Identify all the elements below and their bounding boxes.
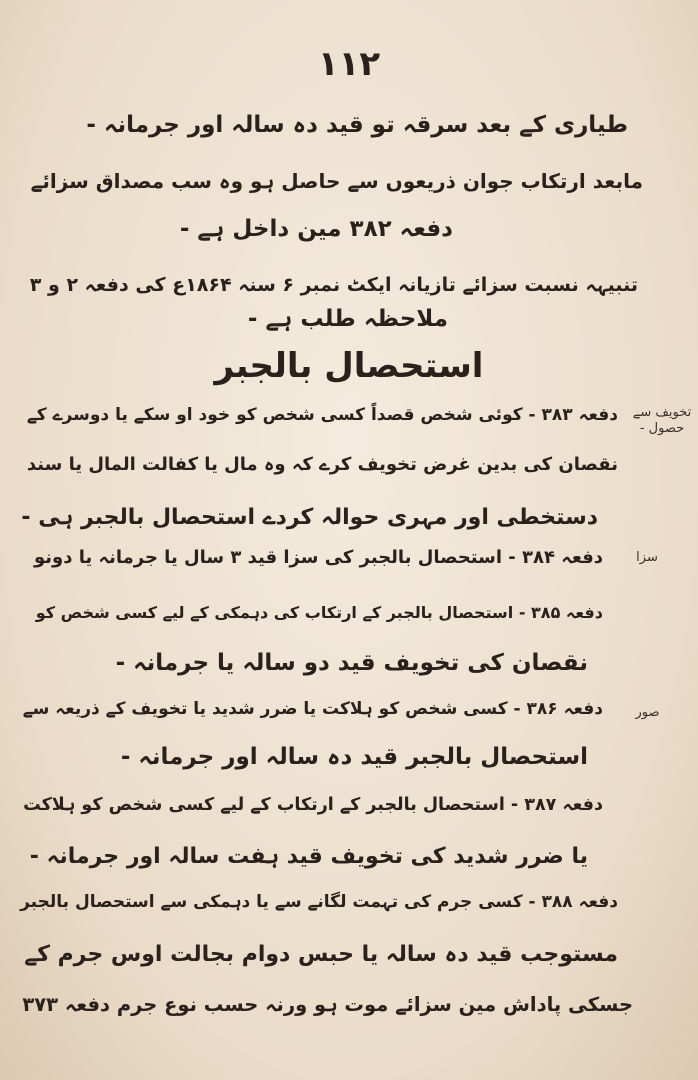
text-line-9: دفعہ ۳۸۴ - استحصال بالجبر کی سزا قید ۳ سال یا جرمانہ یا دونو <box>34 547 603 568</box>
text-line-2: مابعد ارتکاب جوان ذریعوں سے حاصل ہو وہ سب مصداق سزائے <box>30 169 643 193</box>
section-heading: استحصال بالجبر <box>214 346 484 386</box>
margin-note-2: سزا <box>636 550 658 565</box>
text-line-17: مستوجب قید دہ سالہ یا حبس دوام بجالت اوس جرم کے <box>24 942 618 967</box>
text-line-18: جسکی پاداش مین سزائے موت ہو ورنہ حسب نوع جرم دفعہ ۳۷۳ <box>22 993 633 1016</box>
text-line-5: ملاحظہ طلب ہے - <box>247 306 448 332</box>
text-line-6: دفعہ ۳۸۳ - کوئی شخص قصداً کسی شخص کو خود او سکے یا دوسرے کے <box>26 405 618 425</box>
text-line-14: دفعہ ۳۸۷ - استحصال بالجبر کے ارتکاب کے لیے کسی شخص کو ہلاکت <box>23 795 603 815</box>
text-line-11: نقصان کی تخویف قید دو سالہ یا جرمانہ - <box>115 650 588 676</box>
text-line-7: نقصان کی بدین غرض تخویف کرے کہ وہ مال یا کفالت المال یا سند <box>26 454 618 475</box>
text-line-3: دفعہ ۳۸۲ مین داخل ہے - <box>179 216 453 242</box>
text-line-15: یا ضرر شدید کی تخویف قید ہفت سالہ اور جرمانہ - <box>29 844 588 869</box>
text-line-13: استحصال بالجبر قید دہ سالہ اور جرمانہ - <box>120 744 588 770</box>
text-line-10: دفعہ ۳۸۵ - استحصال بالجبر کے ارتکاب کی دہمکی کے لیے کسی شخص کو <box>35 603 603 622</box>
text-line-4: تنبیہہ نسبت سزائے تازیانہ ایکٹ نمبر ۶ سنہ ۱۸۶۴ع کی دفعہ ۲ و ۳ <box>29 274 638 296</box>
margin-note-1: تخویف سے حصول - <box>632 405 692 436</box>
text-line-16: دفعہ ۳۸۸ - کسی جرم کی تہمت لگانے سے یا دہمکی سے استحصال بالجبر <box>20 892 618 912</box>
text-line-1: طیاری کے بعد سرقہ تو قید دہ سالہ اور جرمانہ - <box>86 112 628 138</box>
margin-note-3: صور <box>635 705 660 720</box>
text-line-8: دستخطی اور مہری حوالہ کردے استحصال بالجبر ہی - <box>21 505 598 530</box>
text-line-12: دفعہ ۳۸۶ - کسی شخص کو ہلاکت یا ضرر شدید یا تخویف کے ذریعہ سے <box>22 699 603 719</box>
page-number: ۱۱۲ <box>317 44 381 84</box>
